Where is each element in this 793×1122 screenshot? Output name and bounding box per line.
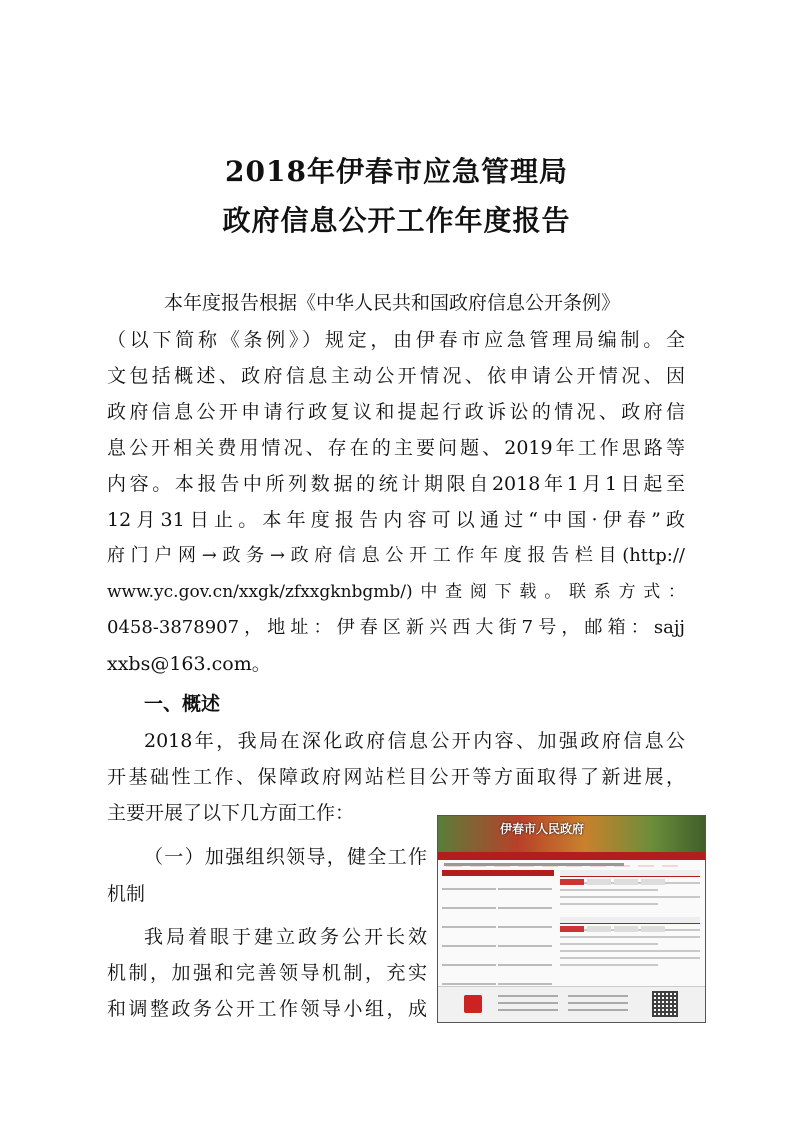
paragraph-3-line-1: 我局着眼于建立政务公开长效 xyxy=(144,926,427,948)
qr-code-icon xyxy=(652,991,678,1017)
website-sidebar xyxy=(442,870,554,982)
paragraph-1-line-6: 内容。本报告中所列数据的统计期限自2018年1月1日起至 xyxy=(107,473,685,495)
report-title-line-2: 政府信息公开工作年度报告 xyxy=(222,204,571,237)
paragraph-1-line-8: 府门户网→政务→政府信息公开工作年度报告栏目(http:// xyxy=(107,545,685,566)
website-banner xyxy=(438,816,705,852)
report-title-line-1: 2018年伊春市应急管理局 xyxy=(225,155,568,188)
paragraph-1-line-10: 0458-3878907，地址：伊春区新兴西大街7号，邮箱：sajj xyxy=(107,617,685,638)
paragraph-2-line-3: 主要开展了以下几方面工作： xyxy=(107,802,355,824)
website-footer xyxy=(438,986,705,1023)
paragraph-1-line-1: 本年度报告根据《中华人民共和国政府信息公开条例》 xyxy=(164,292,621,314)
paragraph-1-line-7: 12月31日止。本年度报告内容可以通过“中国·伊春”政 xyxy=(107,509,685,531)
embedded-website-screenshot xyxy=(437,815,706,1023)
paragraph-3-line-2: 机制，加强和完善领导机制，充实 xyxy=(107,962,427,984)
paragraph-1-line-11: xxbs@163.com。 xyxy=(107,653,271,675)
paragraph-3-line-3: 和调整政务公开工作领导小组，成 xyxy=(107,998,427,1020)
website-banner-title: 伊春市人民政府 xyxy=(500,822,585,836)
website-logo-icon xyxy=(464,995,482,1013)
paragraph-1-line-9: www.yc.gov.cn/xxgk/zfxxgknbgmb/)中查阅下载。联系方式： xyxy=(107,582,685,602)
subheading-line-2: 机制 xyxy=(107,883,146,905)
paragraph-1-line-5: 息公开相关费用情况、存在的主要问题、2019年工作思路等 xyxy=(107,437,685,459)
subheading-line-1: （一）加强组织领导，健全工作 xyxy=(144,846,427,868)
website-nav-bar xyxy=(438,852,705,860)
website-main-panel xyxy=(560,870,700,982)
paragraph-1-line-2: （以下简称《条例》）规定，由伊春市应急管理局编制。全 xyxy=(107,329,685,351)
website-breadcrumb xyxy=(444,863,624,866)
section-heading-overview: 一、概述 xyxy=(144,693,221,715)
paragraph-1-line-3: 文包括概述、政府信息主动公开情况、依申请公开情况、因 xyxy=(107,365,685,387)
paragraph-2-line-2: 开基础性工作、保障政府网站栏目公开等方面取得了新进展， xyxy=(107,766,685,788)
paragraph-2-line-1: 2018年，我局在深化政府信息公开内容、加强政府信息公 xyxy=(144,730,685,752)
paragraph-1-line-4: 政府信息公开申请行政复议和提起行政诉讼的情况、政府信 xyxy=(107,401,685,423)
